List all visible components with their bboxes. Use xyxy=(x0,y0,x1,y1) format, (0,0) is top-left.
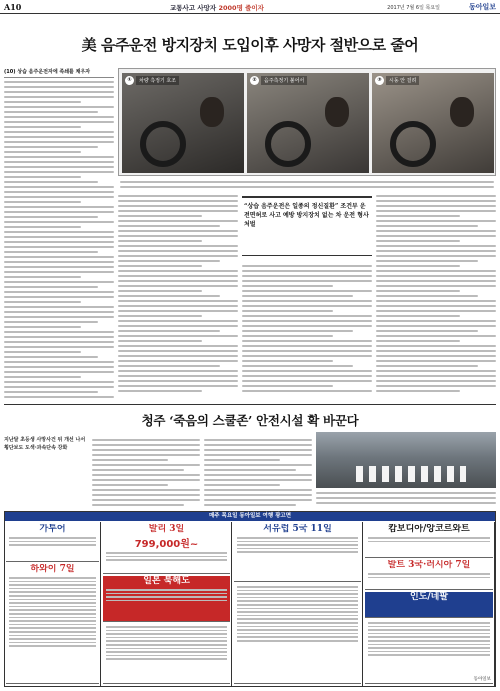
masthead xyxy=(0,0,500,14)
photo-step-1 xyxy=(122,73,244,173)
ad-title: 가투어 xyxy=(39,524,66,534)
steering-wheel-shape xyxy=(390,121,436,167)
ad-box-5[interactable] xyxy=(365,560,493,590)
ad-title: 인도/네팔 xyxy=(409,592,449,602)
photo-step-2 xyxy=(247,73,369,173)
ad-box-7[interactable] xyxy=(103,576,230,622)
main-left-column xyxy=(4,68,114,400)
crosswalk-caption-lines xyxy=(316,489,496,507)
photo-caption-lines xyxy=(118,176,496,188)
story-divider xyxy=(4,404,496,405)
ad-text-lines xyxy=(103,626,230,660)
paper-name: 동아일보 xyxy=(468,2,496,11)
ad-box-4[interactable] xyxy=(365,524,493,558)
pullquote-box xyxy=(242,196,372,256)
second-column-1 xyxy=(92,436,200,506)
photo-caption-3: 시동 안 걸려 xyxy=(386,76,419,85)
ad-column-2 xyxy=(102,522,232,686)
ad-box-1[interactable] xyxy=(6,524,99,562)
ad-title: 하와이 7일 xyxy=(30,564,75,574)
main-middle-column xyxy=(118,192,238,400)
ad-box-3[interactable] xyxy=(234,524,361,582)
step-number-3: ③ xyxy=(375,76,384,85)
ad-box-extra-3[interactable] xyxy=(365,620,493,684)
ad-title: 발리 3일 xyxy=(148,524,185,534)
section-prefix: 교통사고 사망자 xyxy=(170,4,217,12)
ad-text-lines xyxy=(103,589,230,601)
ad-text-lines xyxy=(6,537,99,546)
ad-text-lines xyxy=(365,573,493,578)
photo-caption-1: 차량 측정기 호조 xyxy=(136,76,179,85)
driver-shape xyxy=(325,97,349,127)
step-number-1: ① xyxy=(125,76,134,85)
ad-text-lines xyxy=(103,552,230,561)
ad-text-lines xyxy=(365,622,493,656)
ad-text-lines xyxy=(234,586,361,642)
ad-title: 서유럽 5국 11일 xyxy=(263,524,332,534)
photo-caption-2: 음주측정기 불어서 xyxy=(261,76,307,85)
travel-ads xyxy=(4,511,496,687)
steering-wheel-shape xyxy=(265,121,311,167)
ad-title: 캄보디아/앙코르와트 xyxy=(388,524,470,534)
steering-wheel-shape xyxy=(140,121,186,167)
driver-shape xyxy=(200,97,224,127)
main-subhead: (10) 상습 음주운전자에 족쇄를 채우자 xyxy=(4,68,114,78)
main-center-column xyxy=(242,262,372,400)
body-text-lines xyxy=(4,81,114,398)
ad-box-2[interactable] xyxy=(103,524,230,574)
main-right-column xyxy=(376,192,496,400)
ad-text-lines xyxy=(6,577,99,647)
issue-date: 2017년 7월 6일 목요일 xyxy=(387,5,440,11)
ad-text-lines xyxy=(365,537,493,542)
ad-box-extra-1[interactable] xyxy=(103,624,230,684)
second-headline: 청주 ‘죽음의 스쿨존’ 안전시설 확 바꾼다 xyxy=(141,413,359,428)
ad-corner-mark: 동아일보 xyxy=(473,677,491,682)
ad-title: 발트 3국·러시아 7일 xyxy=(387,560,471,570)
section-highlight: 2000명 줄이자 xyxy=(218,4,264,12)
crosswalk-photo xyxy=(316,432,496,488)
step-number-2: ② xyxy=(250,76,259,85)
photo-step-3 xyxy=(372,73,494,173)
pullquote-text: “상습 음주운전은 일종의 정신질환” 조건부 운전면허로 사고 예방 방지장치 없는 차 운전 형사처벌 xyxy=(244,203,369,228)
section-label xyxy=(170,3,264,12)
ad-column-3 xyxy=(233,522,363,686)
ad-column-4 xyxy=(364,522,495,686)
ad-box-extra-2[interactable] xyxy=(234,584,361,684)
photo-sequence xyxy=(118,68,496,176)
second-lead: 지난달 초등생 사망사건 뒤 개선 나서 횡단보도 도색·과속단속 강화 xyxy=(4,437,86,451)
ad-column-1 xyxy=(5,522,101,686)
ad-text-lines xyxy=(234,537,361,553)
ad-box-6[interactable] xyxy=(6,564,99,684)
page-number: A10 xyxy=(4,2,22,12)
ad-price: 799,000원~ xyxy=(134,539,199,550)
main-headline: 美 음주운전 방지장치 도입이후 사망자 절반으로 줄어 xyxy=(81,36,419,54)
ad-banner: 매주 목요일 동아일보 여행 광고면 xyxy=(5,512,495,521)
ad-title: 일본 북해도 xyxy=(143,576,190,586)
second-column-2 xyxy=(204,436,312,506)
crosswalk-stripes xyxy=(356,466,466,482)
ad-box-8[interactable] xyxy=(365,592,493,618)
driver-shape xyxy=(450,97,474,127)
